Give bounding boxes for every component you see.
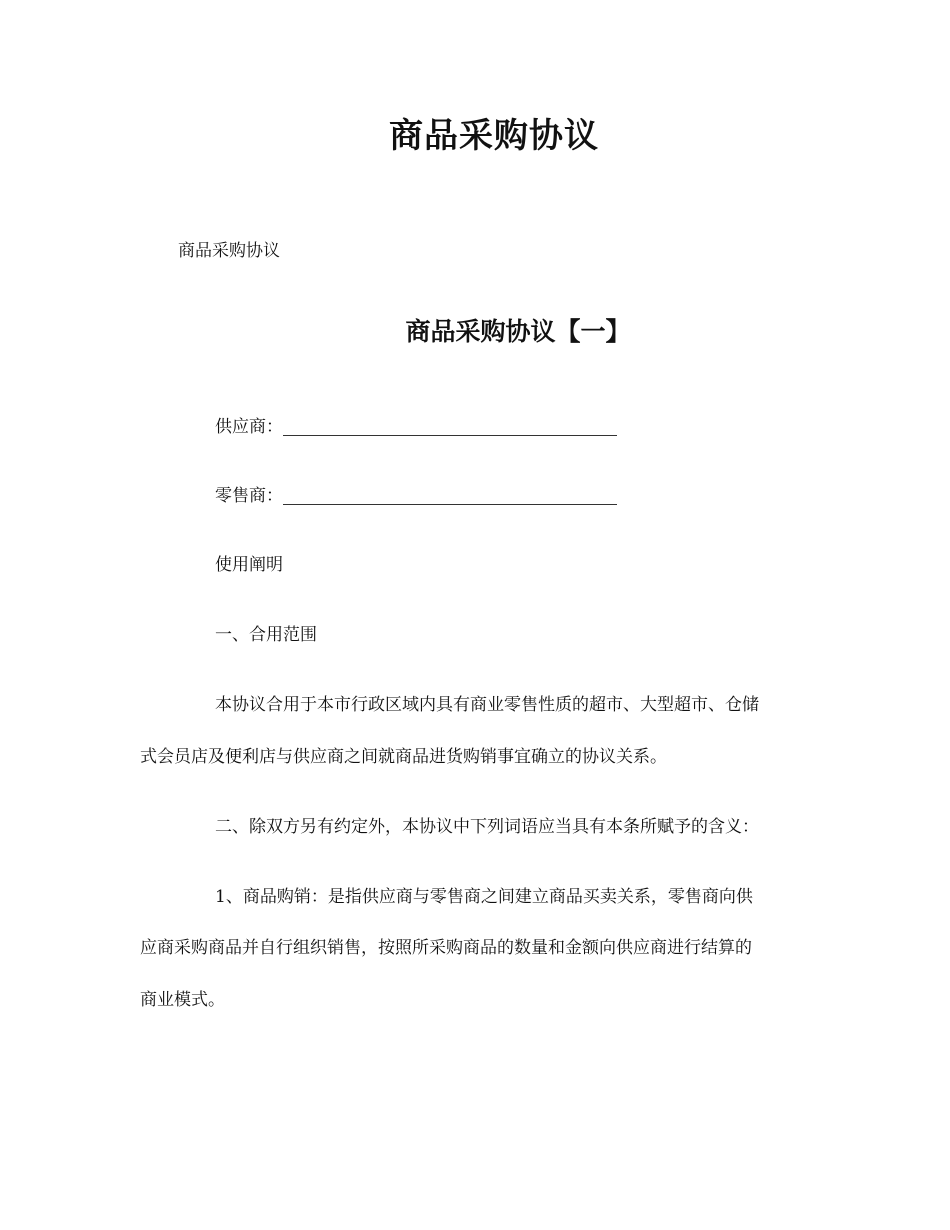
document-subtitle: 商品采购协议 (178, 241, 280, 261)
scope-heading: 一、合用范围 (215, 625, 317, 645)
definition-1-line-1: 1、商品购销：是指供应商与零售商之间建立商品买卖关系，零售商向供 (215, 887, 753, 907)
definition-1-line-3: 商业模式。 (140, 990, 225, 1010)
section-heading: 商品采购协议【一】 (405, 317, 631, 346)
supplier-label: 供应商： (215, 417, 283, 437)
definition-1-line-2: 应商采购商品并自行组织销售，按照所采购商品的数量和金额向供应商进行结算的 (140, 938, 752, 958)
definitions-heading: 二、除双方另有约定外，本协议中下列词语应当具有本条所赋予的含义： (215, 817, 759, 837)
usage-heading: 使用阐明 (215, 555, 283, 575)
retailer-field (215, 483, 617, 509)
document-title: 商品采购协议 (389, 116, 599, 156)
scope-paragraph-line-2: 式会员店及便利店与供应商之间就商品进货购销事宜确立的协议关系。 (140, 747, 667, 767)
retailer-label: 零售商： (215, 486, 283, 506)
supplier-field (215, 414, 617, 440)
scope-paragraph-line-1: 本协议合用于本市行政区域内具有商业零售性质的超市、大型超市、仓储 (215, 695, 759, 715)
supplier-blank-line (283, 434, 617, 436)
retailer-blank-line (283, 503, 617, 505)
